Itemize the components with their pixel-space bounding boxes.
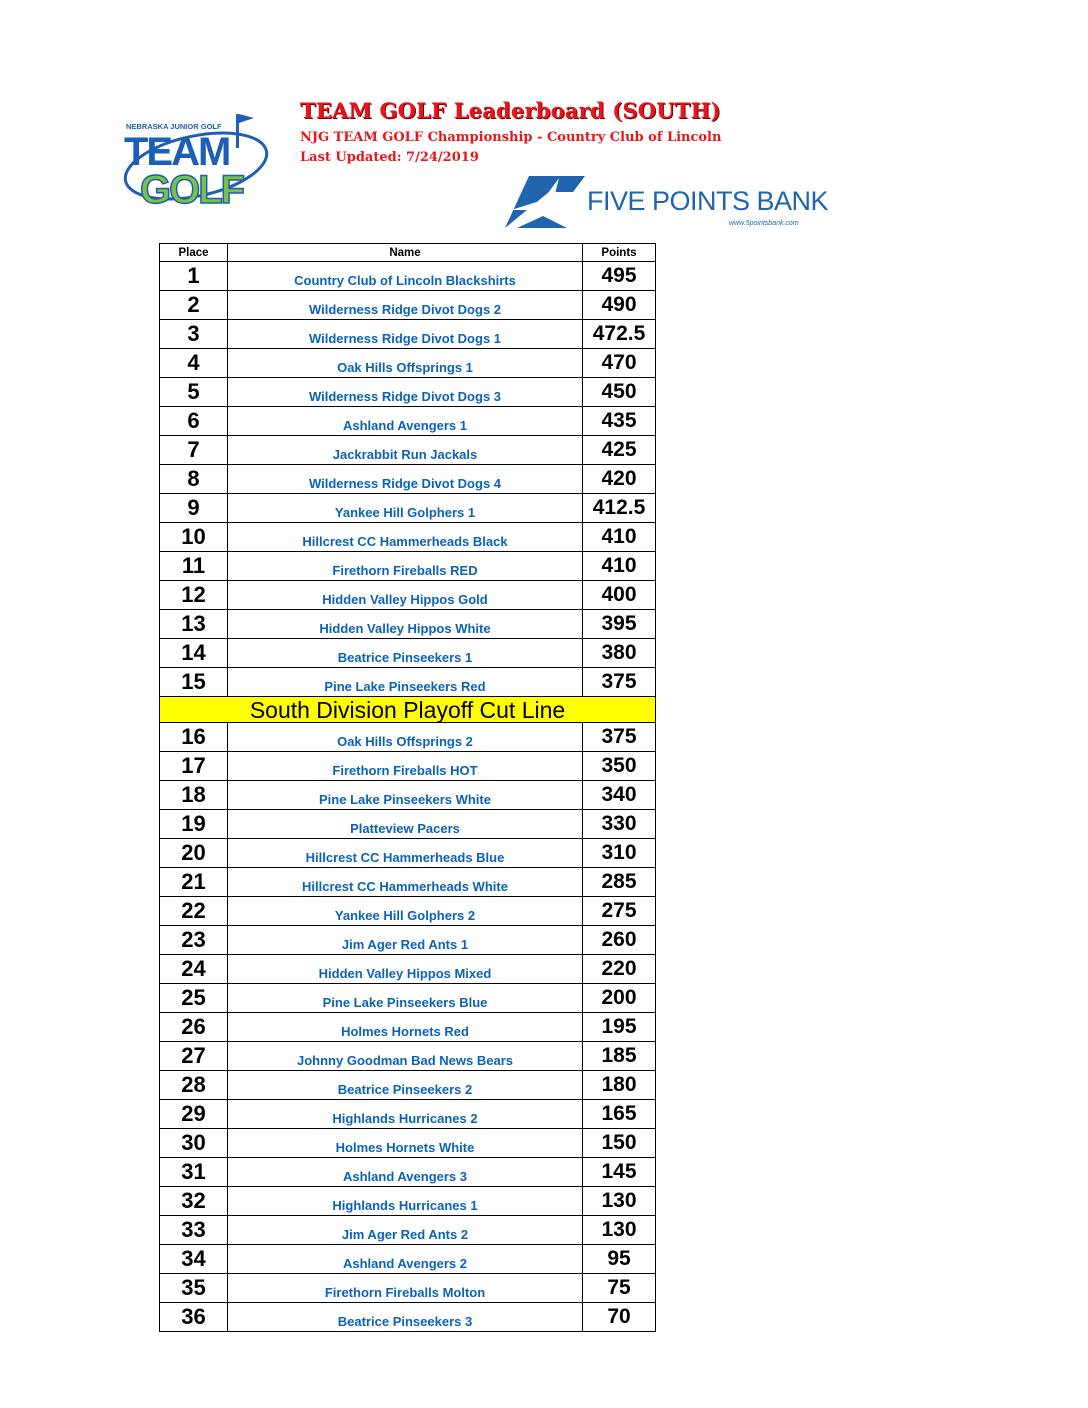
- team-name-cell: Hidden Valley Hippos White: [228, 610, 583, 639]
- points-cell: 165: [583, 1100, 656, 1129]
- points-cell: 260: [583, 926, 656, 955]
- points-cell: 275: [583, 897, 656, 926]
- rows-above-cut: [160, 262, 656, 697]
- table-row: [160, 552, 656, 581]
- team-name-cell: Johnny Goodman Bad News Bears: [228, 1042, 583, 1071]
- place-cell: 8: [160, 465, 228, 494]
- table-row: [160, 897, 656, 926]
- table-row: [160, 1129, 656, 1158]
- table-row: [160, 581, 656, 610]
- table-row: [160, 494, 656, 523]
- logo-team-text: TEAM: [124, 130, 230, 174]
- points-cell: 200: [583, 984, 656, 1013]
- place-cell: 6: [160, 407, 228, 436]
- place-cell: 19: [160, 810, 228, 839]
- team-name-cell: Oak Hills Offsprings 1: [228, 349, 583, 378]
- table-row: [160, 291, 656, 320]
- table-row: [160, 1187, 656, 1216]
- place-cell: 27: [160, 1042, 228, 1071]
- place-cell: 4: [160, 349, 228, 378]
- points-cell: 150: [583, 1129, 656, 1158]
- table-row: [160, 523, 656, 552]
- bank-star-icon: [503, 170, 587, 234]
- team-name-cell: Firethorn Fireballs Molton: [228, 1274, 583, 1303]
- table-row: [160, 1216, 656, 1245]
- column-header-points: Points: [583, 244, 656, 262]
- place-cell: 36: [160, 1303, 228, 1332]
- points-cell: 490: [583, 291, 656, 320]
- team-name-cell: Beatrice Pinseekers 3: [228, 1303, 583, 1332]
- place-cell: 32: [160, 1187, 228, 1216]
- place-cell: 14: [160, 639, 228, 668]
- place-cell: 20: [160, 839, 228, 868]
- team-name-cell: Holmes Hornets Red: [228, 1013, 583, 1042]
- table-row: [160, 1042, 656, 1071]
- place-cell: 30: [160, 1129, 228, 1158]
- team-name-cell: Wilderness Ridge Divot Dogs 4: [228, 465, 583, 494]
- page-subtitle: NJG TEAM GOLF Championship - Country Club of Lincoln: [300, 130, 722, 145]
- points-cell: 340: [583, 781, 656, 810]
- points-cell: 220: [583, 955, 656, 984]
- points-cell: 380: [583, 639, 656, 668]
- leaderboard-table: [159, 243, 656, 1332]
- table-row: [160, 1245, 656, 1274]
- team-name-cell: Ashland Avengers 2: [228, 1245, 583, 1274]
- table-row: [160, 926, 656, 955]
- place-cell: 10: [160, 523, 228, 552]
- place-cell: 29: [160, 1100, 228, 1129]
- points-cell: 395: [583, 610, 656, 639]
- table-row: [160, 378, 656, 407]
- table-row: [160, 1100, 656, 1129]
- table-row: [160, 1013, 656, 1042]
- team-name-cell: Jim Ager Red Ants 2: [228, 1216, 583, 1245]
- team-name-cell: Wilderness Ridge Divot Dogs 3: [228, 378, 583, 407]
- team-name-cell: Highlands Hurricanes 2: [228, 1100, 583, 1129]
- team-name-cell: Hillcrest CC Hammerheads Blue: [228, 839, 583, 868]
- team-name-cell: Jim Ager Red Ants 1: [228, 926, 583, 955]
- table-row: [160, 1158, 656, 1187]
- points-cell: 95: [583, 1245, 656, 1274]
- points-cell: 75: [583, 1274, 656, 1303]
- team-name-cell: Hillcrest CC Hammerheads White: [228, 868, 583, 897]
- team-name-cell: Firethorn Fireballs HOT: [228, 752, 583, 781]
- points-cell: 185: [583, 1042, 656, 1071]
- points-cell: 145: [583, 1158, 656, 1187]
- table-row: [160, 639, 656, 668]
- bank-url: www.5pointsbank.com: [729, 220, 799, 227]
- place-cell: 1: [160, 262, 228, 291]
- table-row: [160, 723, 656, 752]
- points-cell: 470: [583, 349, 656, 378]
- last-updated: Last Updated: 7/24/2019: [300, 150, 479, 165]
- points-cell: 350: [583, 752, 656, 781]
- points-cell: 375: [583, 668, 656, 697]
- cut-line-section: [160, 697, 656, 723]
- place-cell: 18: [160, 781, 228, 810]
- place-cell: 11: [160, 552, 228, 581]
- points-cell: 375: [583, 723, 656, 752]
- team-name-cell: Platteview Pacers: [228, 810, 583, 839]
- points-cell: 195: [583, 1013, 656, 1042]
- place-cell: 17: [160, 752, 228, 781]
- points-cell: 285: [583, 868, 656, 897]
- table-row: [160, 262, 656, 291]
- place-cell: 15: [160, 668, 228, 697]
- place-cell: 34: [160, 1245, 228, 1274]
- table-row: [160, 407, 656, 436]
- place-cell: 9: [160, 494, 228, 523]
- table-row: [160, 610, 656, 639]
- place-cell: 24: [160, 955, 228, 984]
- table-row: [160, 1274, 656, 1303]
- team-name-cell: Ashland Avengers 3: [228, 1158, 583, 1187]
- table-row: [160, 349, 656, 378]
- table-row: [160, 781, 656, 810]
- place-cell: 13: [160, 610, 228, 639]
- points-cell: 330: [583, 810, 656, 839]
- place-cell: 5: [160, 378, 228, 407]
- points-cell: 180: [583, 1071, 656, 1100]
- team-name-cell: Pine Lake Pinseekers White: [228, 781, 583, 810]
- header: [300, 98, 721, 168]
- cut-line-label: South Division Playoff Cut Line: [160, 697, 656, 723]
- place-cell: 3: [160, 320, 228, 349]
- place-cell: 12: [160, 581, 228, 610]
- table-row: [160, 839, 656, 868]
- table-row: [160, 810, 656, 839]
- points-cell: 400: [583, 581, 656, 610]
- points-cell: 70: [583, 1303, 656, 1332]
- column-header-place: Place: [160, 244, 228, 262]
- team-name-cell: Highlands Hurricanes 1: [228, 1187, 583, 1216]
- place-cell: 22: [160, 897, 228, 926]
- place-cell: 26: [160, 1013, 228, 1042]
- table-row: [160, 752, 656, 781]
- team-name-cell: Ashland Avengers 1: [228, 407, 583, 436]
- table-row: [160, 436, 656, 465]
- bank-name: FIVE POINTS BANK: [587, 186, 829, 216]
- team-name-cell: Wilderness Ridge Divot Dogs 2: [228, 291, 583, 320]
- table-row: [160, 668, 656, 697]
- points-cell: 420: [583, 465, 656, 494]
- points-cell: 495: [583, 262, 656, 291]
- place-cell: 21: [160, 868, 228, 897]
- team-name-cell: Country Club of Lincoln Blackshirts: [228, 262, 583, 291]
- team-name-cell: Pine Lake Pinseekers Blue: [228, 984, 583, 1013]
- rows-below-cut: [160, 723, 656, 1332]
- place-cell: 33: [160, 1216, 228, 1245]
- team-name-cell: Hillcrest CC Hammerheads Black: [228, 523, 583, 552]
- table-row: [160, 955, 656, 984]
- points-cell: 410: [583, 552, 656, 581]
- place-cell: 16: [160, 723, 228, 752]
- team-name-cell: Yankee Hill Golphers 2: [228, 897, 583, 926]
- team-name-cell: Beatrice Pinseekers 1: [228, 639, 583, 668]
- five-points-bank-logo: [503, 170, 829, 234]
- place-cell: 23: [160, 926, 228, 955]
- points-cell: 130: [583, 1216, 656, 1245]
- table-row: [160, 1303, 656, 1332]
- place-cell: 2: [160, 291, 228, 320]
- team-name-cell: Hidden Valley Hippos Mixed: [228, 955, 583, 984]
- place-cell: 28: [160, 1071, 228, 1100]
- points-cell: 450: [583, 378, 656, 407]
- team-name-cell: Hidden Valley Hippos Gold: [228, 581, 583, 610]
- logo-golf-text: GOLF: [140, 168, 244, 212]
- table-row: [160, 984, 656, 1013]
- team-name-cell: Firethorn Fireballs RED: [228, 552, 583, 581]
- table-row: [160, 320, 656, 349]
- points-cell: 412.5: [583, 494, 656, 523]
- points-cell: 410: [583, 523, 656, 552]
- table-header-row: [160, 244, 656, 262]
- page-title: TEAM GOLF Leaderboard (SOUTH): [300, 98, 721, 123]
- table-row: [160, 1071, 656, 1100]
- points-cell: 130: [583, 1187, 656, 1216]
- place-cell: 7: [160, 436, 228, 465]
- team-name-cell: Holmes Hornets White: [228, 1129, 583, 1158]
- points-cell: 472.5: [583, 320, 656, 349]
- points-cell: 425: [583, 436, 656, 465]
- table-row: [160, 465, 656, 494]
- team-name-cell: Oak Hills Offsprings 2: [228, 723, 583, 752]
- cut-line-row: [160, 697, 656, 723]
- points-cell: 435: [583, 407, 656, 436]
- points-cell: 310: [583, 839, 656, 868]
- table-row: [160, 868, 656, 897]
- team-name-cell: Wilderness Ridge Divot Dogs 1: [228, 320, 583, 349]
- column-header-name: Name: [228, 244, 583, 262]
- team-name-cell: Jackrabbit Run Jackals: [228, 436, 583, 465]
- team-name-cell: Pine Lake Pinseekers Red: [228, 668, 583, 697]
- place-cell: 35: [160, 1274, 228, 1303]
- team-name-cell: Beatrice Pinseekers 2: [228, 1071, 583, 1100]
- place-cell: 31: [160, 1158, 228, 1187]
- logo-small-text: NEBRASKA JUNIOR GOLF: [126, 122, 222, 131]
- place-cell: 25: [160, 984, 228, 1013]
- team-golf-logo: [118, 108, 274, 212]
- team-name-cell: Yankee Hill Golphers 1: [228, 494, 583, 523]
